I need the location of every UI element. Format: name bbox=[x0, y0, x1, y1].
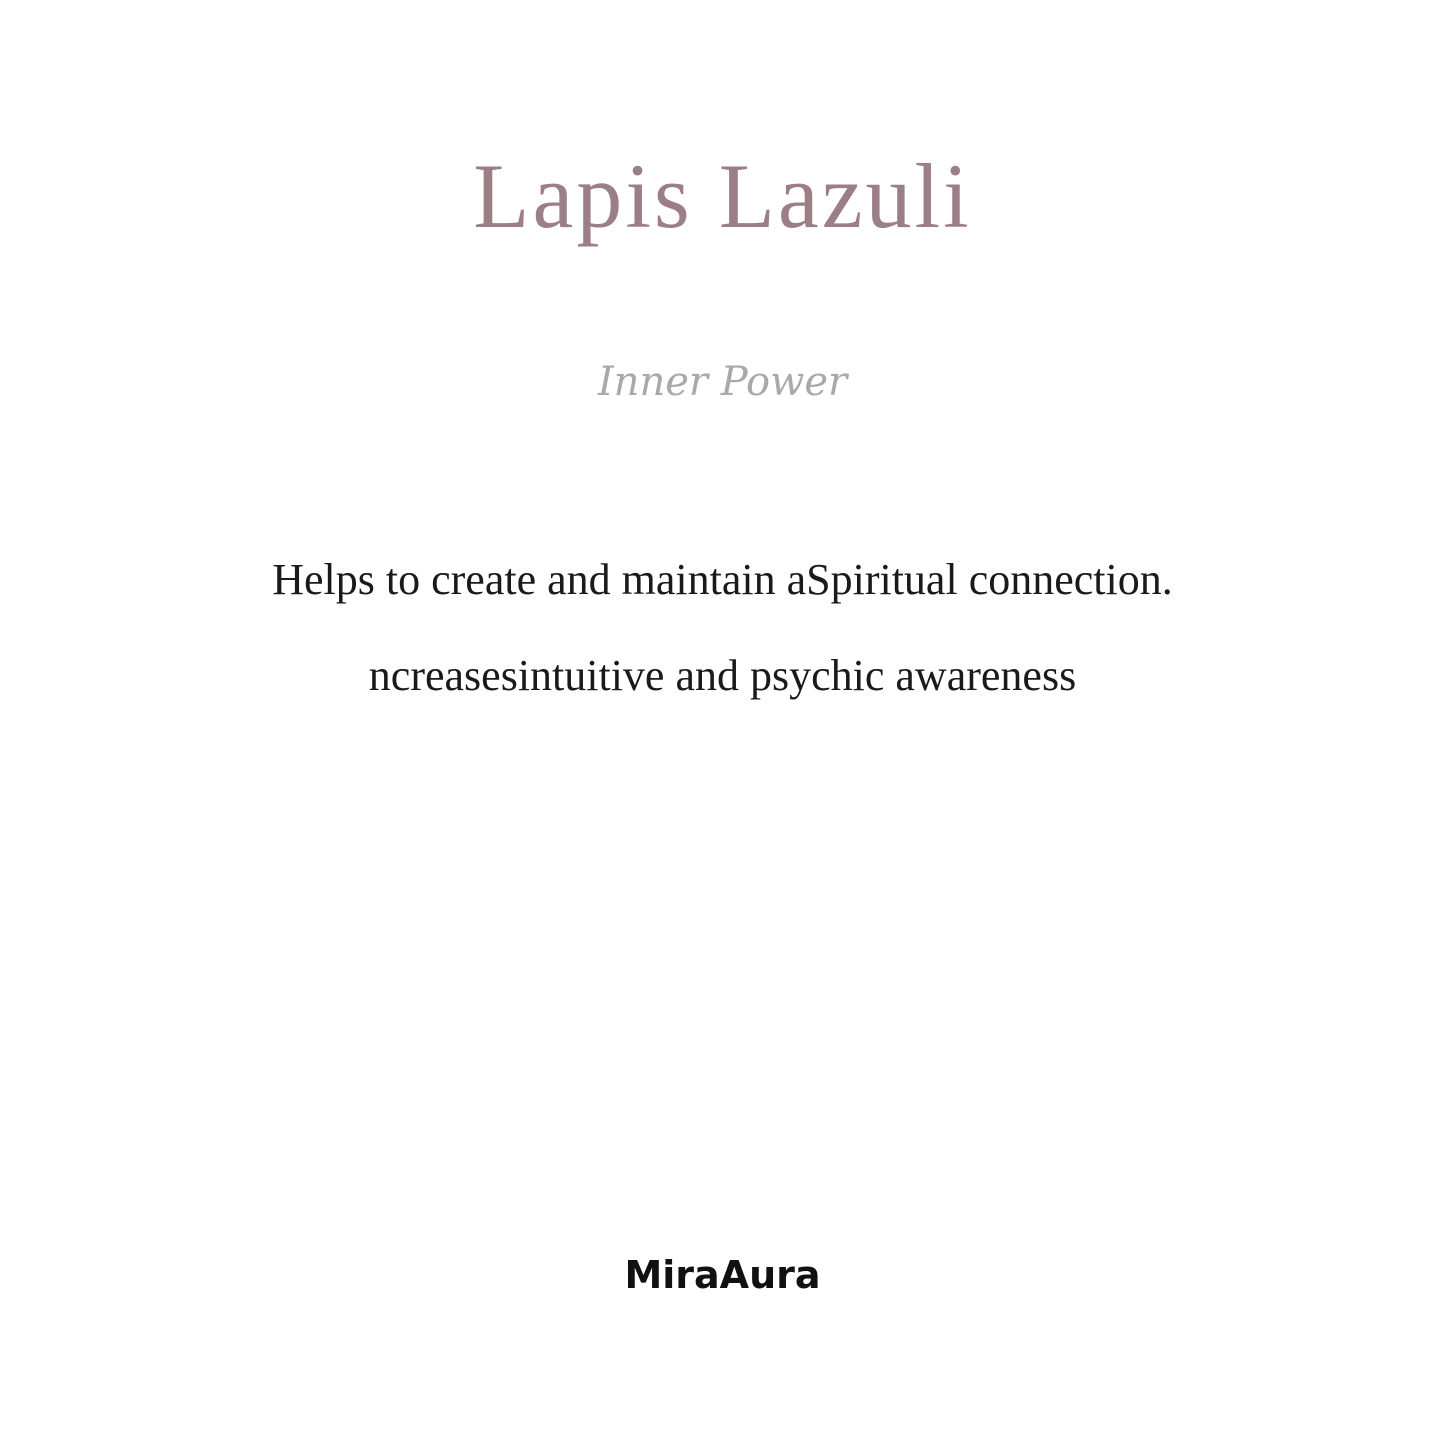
page-title: Lapis Lazuli bbox=[473, 145, 972, 247]
description-line-2: ncreasesintuitive and psychic awareness bbox=[368, 651, 1077, 700]
subtitle: Inner Power bbox=[597, 359, 848, 405]
brand-logo: MiraAura bbox=[624, 1253, 821, 1297]
description-line-1: Helps to create and maintain aSpiritual connection. bbox=[272, 555, 1173, 604]
